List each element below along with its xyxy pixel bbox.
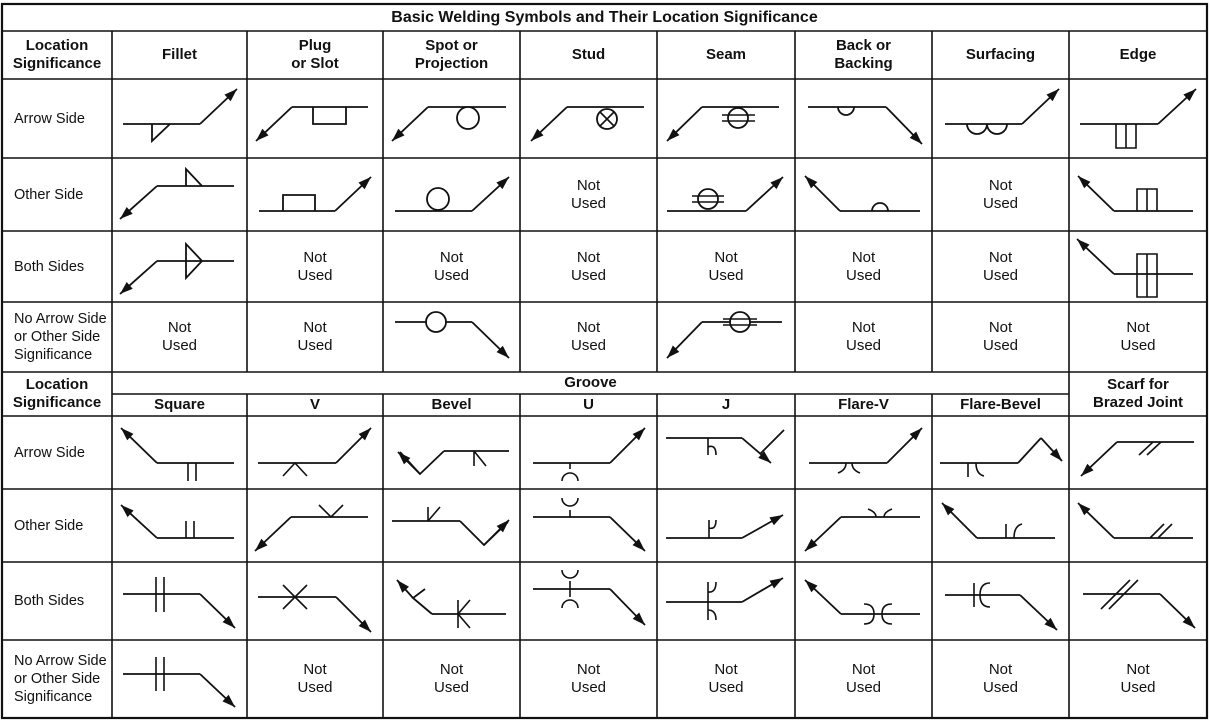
not-used-label: Not Used	[845, 661, 882, 696]
bevel-other-side-symbol	[392, 507, 509, 545]
fillet-symbol	[186, 169, 202, 186]
seam-symbol	[728, 108, 748, 128]
arrow	[336, 428, 371, 463]
u-groove-symbol	[562, 463, 578, 481]
scarf-both-sides-symbol	[1083, 580, 1195, 628]
arrow	[256, 107, 292, 141]
arrow	[610, 428, 645, 463]
flare-bevel-symbol	[968, 463, 984, 477]
fillet-both-sides-symbol	[120, 244, 234, 294]
arrow	[1081, 442, 1117, 476]
arrow	[610, 589, 645, 625]
row-label: No Arrow Side or Other Side Significance	[14, 311, 107, 363]
spot-symbol	[457, 107, 479, 129]
row-label: Other Side	[14, 517, 84, 534]
bend-line	[1018, 438, 1041, 463]
arrow	[667, 322, 702, 358]
stud-arrow-side-symbol	[531, 107, 644, 141]
not-used-label: Not Used	[982, 248, 1019, 284]
flare-v-arrow-side-symbol	[809, 428, 922, 473]
arrow	[200, 89, 237, 124]
u-both-sides-symbol	[533, 570, 645, 625]
square-both-sides-symbol	[123, 577, 235, 628]
not-used-label: Not Used	[297, 248, 333, 284]
plug-symbol	[313, 107, 346, 124]
arrow	[742, 438, 771, 463]
groove-column-header: Flare-V	[838, 396, 889, 413]
square-other-side-symbol	[121, 505, 234, 538]
back-other-side-symbol	[805, 176, 920, 211]
arrow	[472, 177, 509, 211]
arrow	[484, 520, 509, 545]
arrowhead	[770, 578, 783, 588]
arrow	[805, 176, 840, 211]
flare-bevel-symbol	[1006, 524, 1022, 538]
row-label: Both Sides	[14, 258, 85, 275]
bevel-symbol	[474, 451, 486, 466]
u-other-side-symbol	[533, 498, 645, 551]
row-label: No Arrow Side or Other Side Significance	[14, 653, 107, 705]
arrow	[121, 505, 157, 538]
fillet-symbol	[152, 124, 170, 141]
flare-v-both-sides-symbol	[805, 580, 920, 624]
not-used-label: Not Used	[570, 248, 607, 284]
arrow	[121, 428, 157, 463]
not-used-label: Not Used	[570, 661, 607, 696]
plug-other-side-symbol	[259, 177, 371, 211]
spot-no-side-symbol	[395, 312, 509, 358]
not-used-label: Not Used	[297, 319, 333, 354]
bevel-both-sides-symbol	[397, 580, 506, 628]
groove-column-header: V	[309, 396, 320, 413]
row-label: Arrow Side	[14, 444, 85, 461]
arrow	[398, 452, 420, 474]
back-symbol	[838, 107, 854, 115]
bevel-symbol	[428, 507, 440, 521]
arrow	[1078, 503, 1114, 538]
bend-arrow	[400, 451, 444, 474]
column-header: Edge	[1119, 46, 1157, 63]
not-used-label: Not Used	[570, 319, 607, 354]
v-arrow-side-symbol	[258, 428, 371, 476]
arrow	[805, 580, 841, 614]
scarf-line	[1150, 524, 1164, 538]
j-other-side-symbol	[666, 515, 783, 538]
arrow	[746, 177, 783, 211]
edge-symbol	[1137, 254, 1157, 297]
square-arrow-side-symbol	[121, 428, 234, 481]
arrow	[667, 107, 702, 141]
not-used-label: Not Used	[708, 661, 744, 696]
plug-symbol	[283, 195, 315, 211]
seam-other-side-symbol	[667, 177, 783, 211]
column-header: Spot or Projection	[414, 37, 489, 72]
arrow	[120, 261, 157, 294]
row-label: Both Sides	[14, 593, 85, 609]
seam-no-side-symbol	[667, 312, 782, 358]
spot-other-side-symbol	[395, 177, 509, 211]
location-header: Location Significance	[12, 37, 102, 72]
seam-symbol	[698, 189, 718, 209]
column-header: Surfacing	[965, 46, 1036, 63]
j-arrow-side-symbol	[666, 430, 784, 463]
arrow	[1160, 594, 1195, 628]
back-arrow-side-symbol	[808, 107, 922, 144]
location-header: Location Significance	[12, 376, 102, 411]
arrowhead	[769, 515, 783, 525]
not-used-label: Not Used	[297, 661, 333, 696]
not-used-label: Not Used	[161, 319, 198, 354]
surfacing-symbol	[967, 124, 1007, 134]
spot-symbol	[427, 188, 449, 210]
arrow	[742, 578, 783, 602]
v-groove-symbol	[319, 505, 343, 517]
row-label: Arrow Side	[14, 110, 85, 127]
arrow	[255, 517, 291, 551]
groove-column-header: J	[721, 396, 731, 413]
not-used-label: Not Used	[570, 176, 607, 212]
arrow	[392, 107, 428, 141]
arrow	[742, 515, 783, 538]
not-used-label: Not Used	[433, 661, 470, 696]
j-groove-symbol	[709, 520, 716, 538]
chart-title: Basic Welding Symbols and Their Location Significance	[391, 8, 818, 26]
flare-bevel-both-sides-symbol	[945, 583, 1057, 630]
groove-column-header: Bevel	[431, 396, 472, 413]
surfacing-arrow-side-symbol	[945, 89, 1059, 134]
bevel-arrow-side-symbol	[398, 451, 509, 474]
j-groove-symbol	[708, 438, 716, 455]
v-groove-symbol	[283, 463, 307, 476]
not-used-label: Not Used	[1120, 661, 1156, 696]
j-groove-symbol	[708, 582, 716, 620]
bend-arrow	[413, 589, 432, 614]
flare-v-symbol	[838, 463, 860, 473]
column-header: Stud	[571, 46, 606, 63]
column-header: Fillet	[161, 46, 197, 63]
groove-column-header: Flare-Bevel	[960, 396, 1041, 413]
arrow	[805, 517, 841, 551]
column-header: Plug or Slot	[291, 37, 339, 72]
bend-line	[760, 430, 784, 454]
edge-symbol	[1116, 124, 1136, 148]
arrow	[610, 517, 645, 551]
u-arrow-side-symbol	[533, 428, 645, 481]
arrow	[200, 594, 235, 628]
not-used-label: Not Used	[845, 319, 882, 354]
edge-symbol	[1137, 189, 1157, 211]
seam-symbol	[730, 312, 750, 332]
back-symbol	[872, 203, 888, 211]
arrow	[887, 428, 922, 463]
not-used-label: Not Used	[845, 248, 882, 284]
flare-v-other-side-symbol	[805, 509, 920, 551]
v-other-side-symbol	[255, 505, 368, 551]
scarf-line	[1147, 442, 1161, 455]
v-both-sides-symbol	[258, 585, 371, 632]
flare-bevel-other-side-symbol	[942, 503, 1055, 538]
arrow	[1020, 595, 1057, 630]
j-both-sides-symbol	[666, 578, 783, 620]
plug-arrow-side-symbol	[256, 107, 368, 141]
arrow	[120, 186, 157, 219]
fillet-other-side-symbol	[120, 169, 234, 219]
arrow	[397, 580, 413, 598]
scarf-line	[1139, 442, 1153, 455]
flare-v-symbol	[868, 509, 892, 517]
edge-both-sides-symbol	[1077, 239, 1193, 297]
groove-column-header: U	[583, 396, 594, 413]
not-used-label: Not Used	[982, 319, 1019, 354]
arrow	[1158, 89, 1196, 124]
column-header: Back or Backing	[834, 37, 893, 72]
scarf-line	[1158, 524, 1172, 538]
edge-arrow-side-symbol	[1080, 89, 1196, 148]
seam-arrow-side-symbol	[667, 107, 779, 141]
spot-symbol	[426, 312, 446, 332]
arrow	[336, 597, 371, 632]
arrow	[1041, 438, 1062, 461]
fillet-arrow-side-symbol	[123, 89, 237, 141]
arrow	[200, 674, 235, 707]
edge-other-side-symbol	[1078, 176, 1193, 211]
arrow	[886, 107, 922, 144]
arrow	[335, 177, 371, 211]
not-used-label: Not Used	[433, 248, 470, 284]
arrow	[942, 503, 977, 538]
groove-header: Groove	[564, 374, 617, 391]
column-header: Seam	[705, 46, 747, 63]
not-used-label: Not Used	[708, 248, 744, 284]
not-used-label: Not Used	[982, 661, 1019, 696]
scarf-arrow-side-symbol	[1081, 442, 1194, 476]
flare-bevel-arrow-side-symbol	[940, 438, 1062, 477]
scarf-other-side-symbol	[1078, 503, 1193, 538]
groove-column-header: Square	[154, 396, 205, 413]
arrow	[1078, 176, 1114, 211]
arrow	[1022, 89, 1059, 124]
not-used-label: Not Used	[1120, 319, 1156, 354]
arrow	[1077, 239, 1114, 274]
not-used-label: Not Used	[982, 176, 1019, 212]
u-groove-symbol	[562, 498, 578, 517]
arrow	[472, 322, 509, 358]
scarf-header: Scarf for Brazed Joint	[1092, 376, 1183, 411]
row-label: Other Side	[14, 186, 84, 203]
arrow	[531, 107, 567, 141]
spot-arrow-side-symbol	[392, 107, 506, 141]
square-no-side-symbol	[123, 657, 235, 707]
